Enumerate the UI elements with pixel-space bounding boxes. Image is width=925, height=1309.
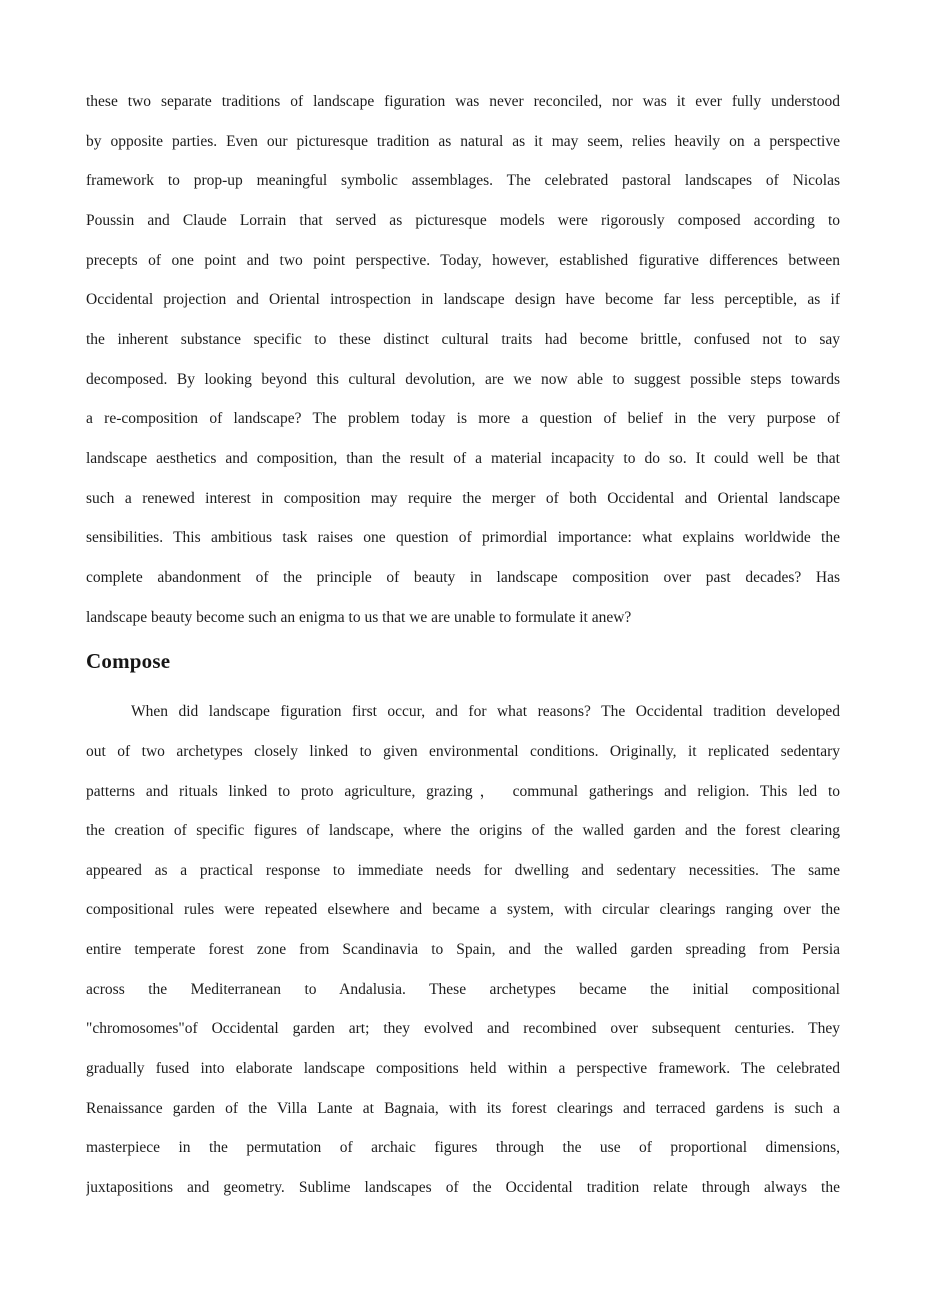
text-line: landscape aesthetics and composition, than the result of a material incapacity to do so. It could well be that (86, 449, 840, 467)
text-line: decomposed. By looking beyond this cultural devolution, are we now able to suggest possible steps towards (86, 370, 840, 388)
text-line: these two separate traditions of landscape figuration was never reconciled, nor was it ever fully understood (86, 93, 840, 110)
body-paragraph-2 (86, 692, 840, 1208)
text-line: framework to prop-up meaningful symbolic assemblages. The celebrated pastoral landscapes of Nicolas (86, 172, 840, 190)
text-line: masterpiece in the permutation of archaic figures through the use of proportional dimensions, (86, 1139, 840, 1157)
text-line: landscape beauty become such an enigma to us that we are unable to formulate it anew? (86, 608, 632, 626)
text-line: juxtapositions and geometry. Sublime landscapes of the Occidental tradition relate through always the (86, 1179, 840, 1197)
text-line: precepts of one point and two point perspective. Today, however, established figurative differences between (86, 251, 840, 269)
text-column (86, 82, 840, 1208)
text-line: out of two archetypes closely linked to given environmental conditions. Originally, it replicated sedentary (86, 742, 840, 760)
text-line: the inherent substance specific to these distinct cultural traits had become brittle, confused not to say (86, 330, 840, 348)
text-line: appeared as a practical response to immediate needs for dwelling and sedentary necessities. The same (86, 861, 840, 879)
text-line: entire temperate forest zone from Scandinavia to Spain, and the walled garden spreading from Persia (86, 941, 840, 959)
text-line: Renaissance garden of the Villa Lante at Bagnaia, with its forest clearings and terraced gardens is such a (86, 1099, 840, 1117)
text-line: gradually fused into elaborate landscape compositions held within a perspective framework. The celebrated (86, 1060, 840, 1078)
text-line: by opposite parties. Even our picturesque tradition as natural as it may seem, relies heavily on a perspective (86, 132, 840, 150)
text-line: Occidental projection and Oriental introspection in landscape design have become far less perceptible, as if (86, 291, 840, 309)
text-line: a re-composition of landscape? The problem today is more a question of belief in the very purpose of (86, 410, 840, 428)
text-line: sensibilities. This ambitious task raises one question of primordial importance: what explains worldwide the (86, 529, 840, 547)
text-line: the creation of specific figures of landscape, where the origins of the walled garden and the forest clearing (86, 822, 840, 840)
text-line: Poussin and Claude Lorrain that served as picturesque models were rigorously composed according to (86, 211, 840, 229)
text-line: such a renewed interest in composition may require the merger of both Occidental and Oriental landscape (86, 489, 840, 507)
body-paragraph-1 (86, 82, 840, 637)
text-line: across the Mediterranean to Andalusia. These archetypes became the initial compositional (86, 980, 840, 998)
section-heading-compose: Compose (86, 649, 171, 674)
text-line: When did landscape figuration first occur, and for what reasons? The Occidental tradition developed (131, 703, 840, 721)
text-line: patterns and rituals linked to proto agriculture, grazing， communal gatherings and religion. This led to (86, 782, 840, 800)
text-line: "chromosomes"of Occidental garden art; they evolved and recombined over subsequent centuries. They (86, 1020, 840, 1038)
text-line: compositional rules were repeated elsewhere and became a system, with circular clearings ranging over the (86, 901, 840, 919)
text-line: complete abandonment of the principle of beauty in landscape composition over past decades? Has (86, 568, 840, 586)
